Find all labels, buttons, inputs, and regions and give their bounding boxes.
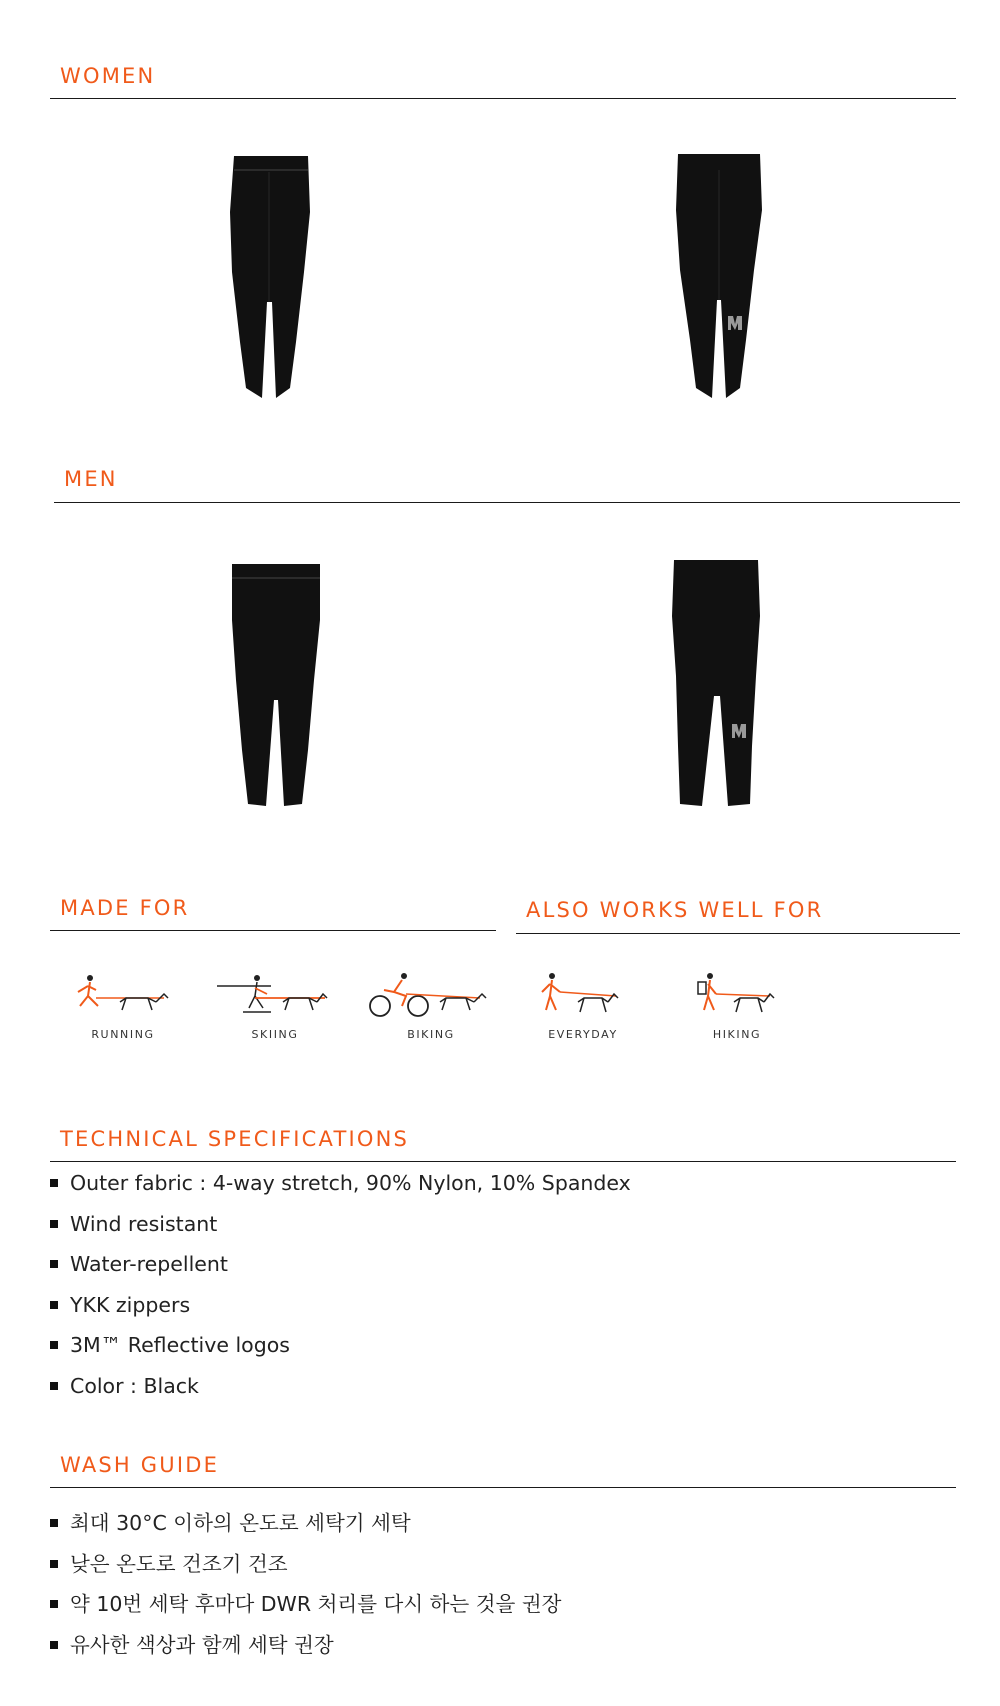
activity-label-skiing: SKIING — [251, 1028, 299, 1041]
bullet-icon — [50, 1641, 58, 1649]
bullet-icon — [50, 1260, 58, 1268]
activity-biking — [356, 972, 506, 1041]
men-pants-back-image — [668, 556, 764, 808]
women-pants-front-image — [222, 152, 320, 402]
bullet-icon — [50, 1560, 58, 1568]
running-icon — [68, 972, 178, 1024]
section-title-wash-guide: WASH GUIDE — [60, 1453, 220, 1477]
section-divider — [516, 933, 960, 934]
section-divider — [50, 98, 956, 99]
list-item: 3M™ Reflective logos — [50, 1332, 631, 1373]
section-title-made-for: MADE FOR — [60, 896, 190, 920]
list-item: Outer fabric : 4-way stretch, 90% Nylon, 10% Spandex — [50, 1170, 631, 1211]
bullet-icon — [50, 1220, 58, 1228]
section-title-women: WOMEN — [60, 64, 156, 88]
bullet-icon — [50, 1519, 58, 1527]
activity-label-biking: BIKING — [407, 1028, 455, 1041]
bullet-icon — [50, 1382, 58, 1390]
activity-label-everyday: EVERYDAY — [548, 1028, 618, 1041]
list-item: 최대 30°C 이하의 온도로 세탁기 세탁 — [50, 1510, 562, 1551]
everyday-icon — [538, 972, 628, 1024]
men-pants-front-image — [228, 560, 324, 808]
section-title-technical-specifications: TECHNICAL SPECIFICATIONS — [60, 1127, 410, 1151]
women-pants-back-image — [668, 150, 770, 402]
list-item: Color : Black — [50, 1373, 631, 1414]
list-item: Water-repellent — [50, 1251, 631, 1292]
biking-icon — [366, 972, 496, 1024]
activity-skiing — [200, 972, 350, 1041]
section-divider — [50, 1161, 956, 1162]
activity-running — [48, 972, 198, 1041]
tech-spec-list — [50, 1170, 631, 1413]
list-item: 유사한 색상과 함께 세탁 권장 — [50, 1632, 562, 1673]
list-item: 낮은 온도로 건조기 건조 — [50, 1551, 562, 1592]
activity-everyday — [508, 972, 658, 1041]
activity-label-hiking: HIKING — [712, 1028, 762, 1041]
list-item: YKK zippers — [50, 1292, 631, 1333]
bullet-icon — [50, 1341, 58, 1349]
wash-guide-list — [50, 1510, 562, 1672]
skiing-icon — [213, 972, 337, 1024]
section-divider — [54, 502, 960, 503]
list-item: 약 10번 세탁 후마다 DWR 처리를 다시 하는 것을 권장 — [50, 1591, 562, 1632]
section-divider — [50, 930, 496, 931]
bullet-icon — [50, 1301, 58, 1309]
bullet-icon — [50, 1600, 58, 1608]
section-title-also-works: ALSO WORKS WELL FOR — [526, 898, 824, 922]
activity-hiking — [662, 972, 812, 1041]
hiking-icon — [692, 972, 782, 1024]
section-title-men: MEN — [64, 467, 118, 491]
bullet-icon — [50, 1179, 58, 1187]
section-divider — [50, 1487, 956, 1488]
activity-label-running: RUNNING — [91, 1028, 155, 1041]
list-item: Wind resistant — [50, 1211, 631, 1252]
